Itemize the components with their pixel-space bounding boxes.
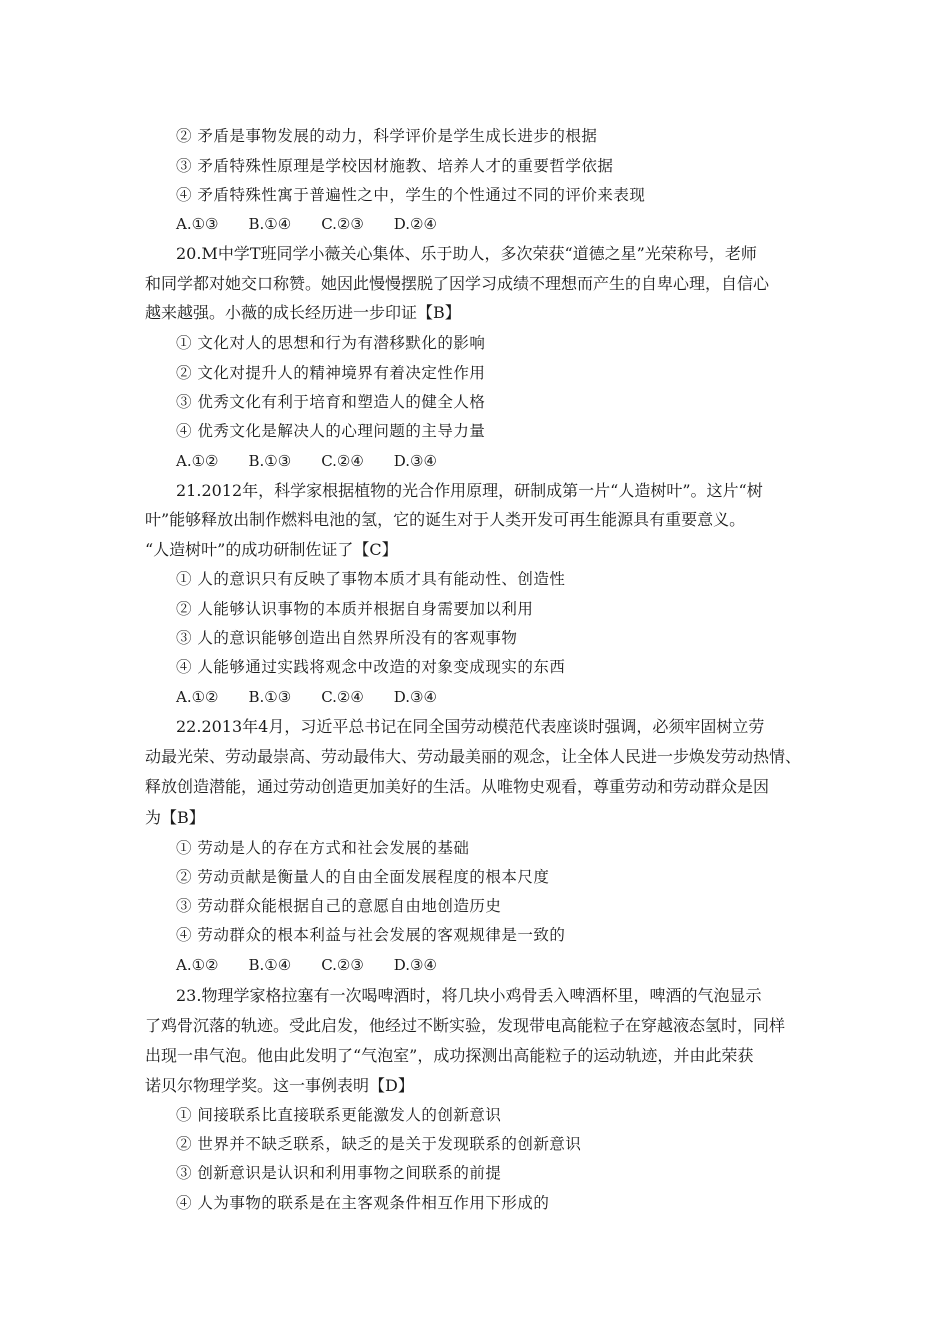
q19-option-3: ③ 矛盾特殊性原理是学校因材施教、培养人才的重要哲学依据 (176, 157, 614, 175)
choice-c: C.②③ (321, 215, 364, 233)
q22-option-3: ③ 劳动群众能根据自己的意愿自由地创造历史 (176, 897, 502, 915)
q21-option-4: ④ 人能够通过实践将观念中改造的对象变成现实的东西 (176, 658, 566, 676)
q21-stem-line: 21.2012年，科学家根据植物的光合作用原理，研制成第一片“人造树叶”。这片“树 (176, 481, 763, 500)
q22-option-2: ② 劳动贡献是衡量人的自由全面发展程度的根本尺度 (176, 868, 550, 886)
q20-option-1: ① 文化对人的思想和行为有潜移默化的影响 (176, 334, 486, 352)
q19-answer-choices (176, 213, 437, 235)
q23-option-1: ① 间接联系比直接联系更能激发人的创新意识 (176, 1106, 502, 1124)
q21-stem-line: 叶”能够释放出制作燃料电池的氢，它的诞生对于人类开发可再生能源具有重要意义。 (145, 510, 746, 529)
q23-option-3: ③ 创新意识是认识和利用事物之间联系的前提 (176, 1164, 502, 1182)
q23-stem-line: 了鸡骨沉落的轨迹。受此启发，他经过不断实验，发现带电高能粒子在穿越液态氢时，同样 (145, 1016, 786, 1035)
q23-stem-line: 23.物理学家格拉塞有一次喝啤酒时，将几块小鸡骨丢入啤酒杯里，啤酒的气泡显示 (176, 986, 762, 1005)
q23-stem-line: 出现一串气泡。他由此发明了“气泡室”，成功探测出高能粒子的运动轨迹，并由此荣获 (145, 1046, 754, 1065)
choice-d: D.③④ (393, 452, 437, 470)
q20-stem-line: 越来越强。小薇的成长经历进一步印证【B】 (145, 303, 461, 322)
q22-stem-line: 22.2013年4月，习近平总书记在同全国劳动模范代表座谈时强调，必须牢固树立劳 (176, 717, 765, 736)
choice-b: B.①③ (248, 452, 292, 470)
q21-answer-choices (176, 686, 437, 708)
q20-stem-line: 20.M中学T班同学小薇关心集体、乐于助人，多次荣获“道德之星”光荣称号，老师 (176, 244, 757, 263)
choice-a: A.①② (176, 956, 219, 974)
q20-option-3: ③ 优秀文化有利于培育和塑造人的健全人格 (176, 393, 486, 411)
q23-option-2: ② 世界并不缺乏联系，缺乏的是关于发现联系的创新意识 (176, 1135, 582, 1153)
q19-option-2: ② 矛盾是事物发展的动力，科学评价是学生成长进步的根据 (176, 127, 598, 145)
q22-answer-choices (176, 954, 437, 976)
q22-stem-line: 动最光荣、劳动最崇高、劳动最伟大、劳动最美丽的观念，让全体人民进一步焕发劳动热情、 (145, 747, 802, 766)
choice-d: D.③④ (393, 688, 437, 706)
q22-option-1: ① 劳动是人的存在方式和社会发展的基础 (176, 839, 470, 857)
choice-c: C.②④ (321, 452, 364, 470)
q22-stem-line: 为【B】 (145, 808, 205, 827)
q21-option-2: ② 人能够认识事物的本质并根据自身需要加以利用 (176, 600, 534, 618)
choice-b: B.①④ (248, 956, 292, 974)
q23-option-4: ④ 人为事物的联系是在主客观条件相互作用下形成的 (176, 1194, 550, 1212)
q20-answer-choices (176, 450, 437, 472)
q20-option-2: ② 文化对提升人的精神境界有着决定性作用 (176, 364, 486, 382)
q22-option-4: ④ 劳动群众的根本利益与社会发展的客观规律是一致的 (176, 926, 566, 944)
q20-option-4: ④ 优秀文化是解决人的心理问题的主导力量 (176, 422, 486, 440)
choice-d: D.②④ (393, 215, 437, 233)
q19-option-4: ④ 矛盾特殊性寓于普遍性之中，学生的个性通过不同的评价来表现 (176, 186, 646, 204)
choice-b: B.①④ (248, 215, 292, 233)
choice-c: C.②④ (321, 688, 364, 706)
q22-stem-line: 释放创造潜能，通过劳动创造更加美好的生活。从唯物史观看，尊重劳动和劳动群众是因 (145, 777, 770, 796)
choice-c: C.②③ (321, 956, 364, 974)
choice-b: B.①③ (248, 688, 292, 706)
choice-a: A.①② (176, 452, 219, 470)
q20-stem-line: 和同学都对她交口称赞。她因此慢慢摆脱了因学习成绩不理想而产生的自卑心理，自信心 (145, 274, 770, 293)
q21-stem-line: “人造树叶”的成功研制佐证了【C】 (145, 540, 398, 559)
q23-stem-line: 诺贝尔物理学奖。这一事例表明【D】 (145, 1076, 414, 1095)
q21-option-3: ③ 人的意识能够创造出自然界所没有的客观事物 (176, 629, 518, 647)
choice-d: D.③④ (393, 956, 437, 974)
choice-a: A.①③ (176, 215, 219, 233)
q21-option-1: ① 人的意识只有反映了事物本质才具有能动性、创造性 (176, 570, 566, 588)
choice-a: A.①② (176, 688, 219, 706)
